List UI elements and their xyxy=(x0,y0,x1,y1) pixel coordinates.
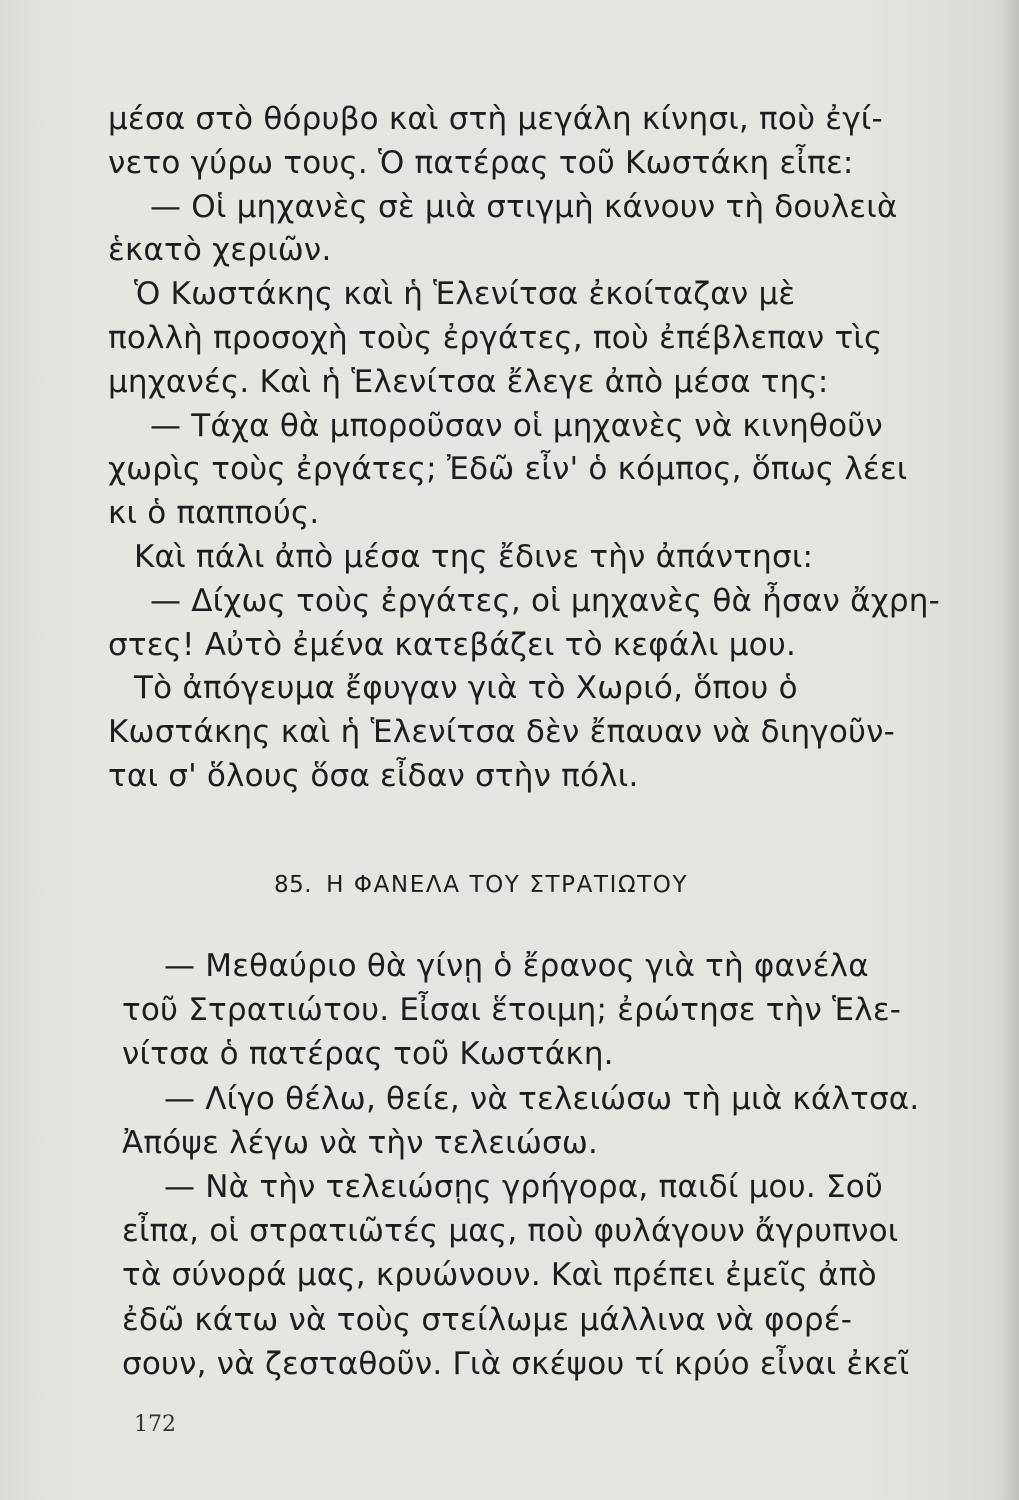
page-edge-shadow xyxy=(997,0,1019,1500)
text-line: Ἀπόψε λέγω νὰ τὴν τελειώσω. xyxy=(122,1124,599,1161)
text-line: Καὶ πάλι ἀπὸ μέσα της ἔδινε τὴν ἀπάντησι: xyxy=(134,538,814,575)
text-line: — Μεθαύριο θὰ γίνῃ ὁ ἔρανος γιὰ τὴ φανέλα xyxy=(164,948,869,984)
text-line: — Τάχα θὰ μποροῦσαν οἱ μηχανὲς νὰ κινηθοῦν xyxy=(150,407,883,444)
text-line: στες! Αὐτὸ ἐμένα κατεβάζει τὸ κεφάλι μου. xyxy=(108,626,797,663)
text-line: τοῦ Στρατιώτου. Εἶσαι ἕτοιμη; ἐρώτησε τὴν Ἑλε- xyxy=(122,992,902,1029)
text-line: — Νὰ τὴν τελειώσῃς γρήγορα, παιδί μου. Σοῦ xyxy=(164,1168,884,1205)
text-line: — Δίχως τοὺς ἐργάτες, οἱ μηχανὲς θὰ ἦσαν ἄχρη- xyxy=(150,582,940,619)
text-line: εἶπα, οἱ στρατιῶτές μας, ποὺ φυλάγουν ἄγρυπνοι xyxy=(122,1213,899,1250)
text-line: Κωστάκης καὶ ἡ Ἑλενίτσα δὲν ἔπαυαν νὰ διηγοῦν- xyxy=(108,714,896,751)
text-line: Τὸ ἀπόγευμα ἔφυγαν γιὰ τὸ Χωριό, ὅπου ὁ xyxy=(134,670,798,707)
text-line: κι ὁ παππούς. xyxy=(108,495,320,532)
text-line: Ὁ Κωστάκης καὶ ἡ Ἑλενίτσα ἐκοίταζαν μὲ xyxy=(134,276,796,313)
chapter-title: Η ΦΑΝΕΛΑ ΤΟΥ ΣΤΡΑΤΙΩΤΟΥ xyxy=(326,872,689,898)
body-text-top xyxy=(108,98,968,799)
text-line: ται σ' ὅλους ὅσα εἶδαν στὴν πόλι. xyxy=(108,757,639,794)
body-text-bottom xyxy=(122,944,982,1386)
text-line: πολλὴ προσοχὴ τοὺς ἐργάτες, ποὺ ἐπέβλεπαν τὶς xyxy=(108,319,883,356)
text-line: ἐδῶ κάτω νὰ τοὺς στείλωμε μάλλινα νὰ φορέ- xyxy=(122,1301,853,1338)
text-line: νίτσα ὁ πατέρας τοῦ Κωστάκη. xyxy=(122,1036,614,1073)
text-line: — Λίγο θέλω, θείε, νὰ τελειώσω τὴ μιὰ κάλτσα. xyxy=(164,1080,920,1117)
text-line: νετο γύρω τους. Ὁ πατέρας τοῦ Κωστάκη εἶπε: xyxy=(108,144,854,181)
chapter-number: 85. xyxy=(274,872,313,898)
text-line: χωρὶς τοὺς ἐργάτες; Ἐδῶ εἶν' ὁ κόμπος, ὅπως λέει xyxy=(108,451,908,488)
text-line: — Οἱ μηχανὲς σὲ μιὰ στιγμὴ κάνουν τὴ δουλειὰ xyxy=(150,188,898,225)
text-line: ἑκατὸ χεριῶν. xyxy=(108,232,332,269)
text-line: μέσα στὸ θόρυβο καὶ στὴ μεγάλη κίνησι, ποὺ ἐγί- xyxy=(108,101,883,137)
text-line: τὰ σύνορά μας, κρυώνουν. Καὶ πρέπει ἐμεῖς ἀπὸ xyxy=(122,1257,877,1294)
text-line: σουν, νὰ ζεσταθοῦν. Γιὰ σκέψου τί κρύο εἶναι ἐκεῖ xyxy=(122,1345,910,1382)
text-line: μηχανές. Καὶ ἡ Ἑλενίτσα ἔλεγε ἀπὸ μέσα της: xyxy=(108,363,829,400)
page-number: 172 xyxy=(134,1412,176,1437)
chapter-heading xyxy=(274,872,688,898)
